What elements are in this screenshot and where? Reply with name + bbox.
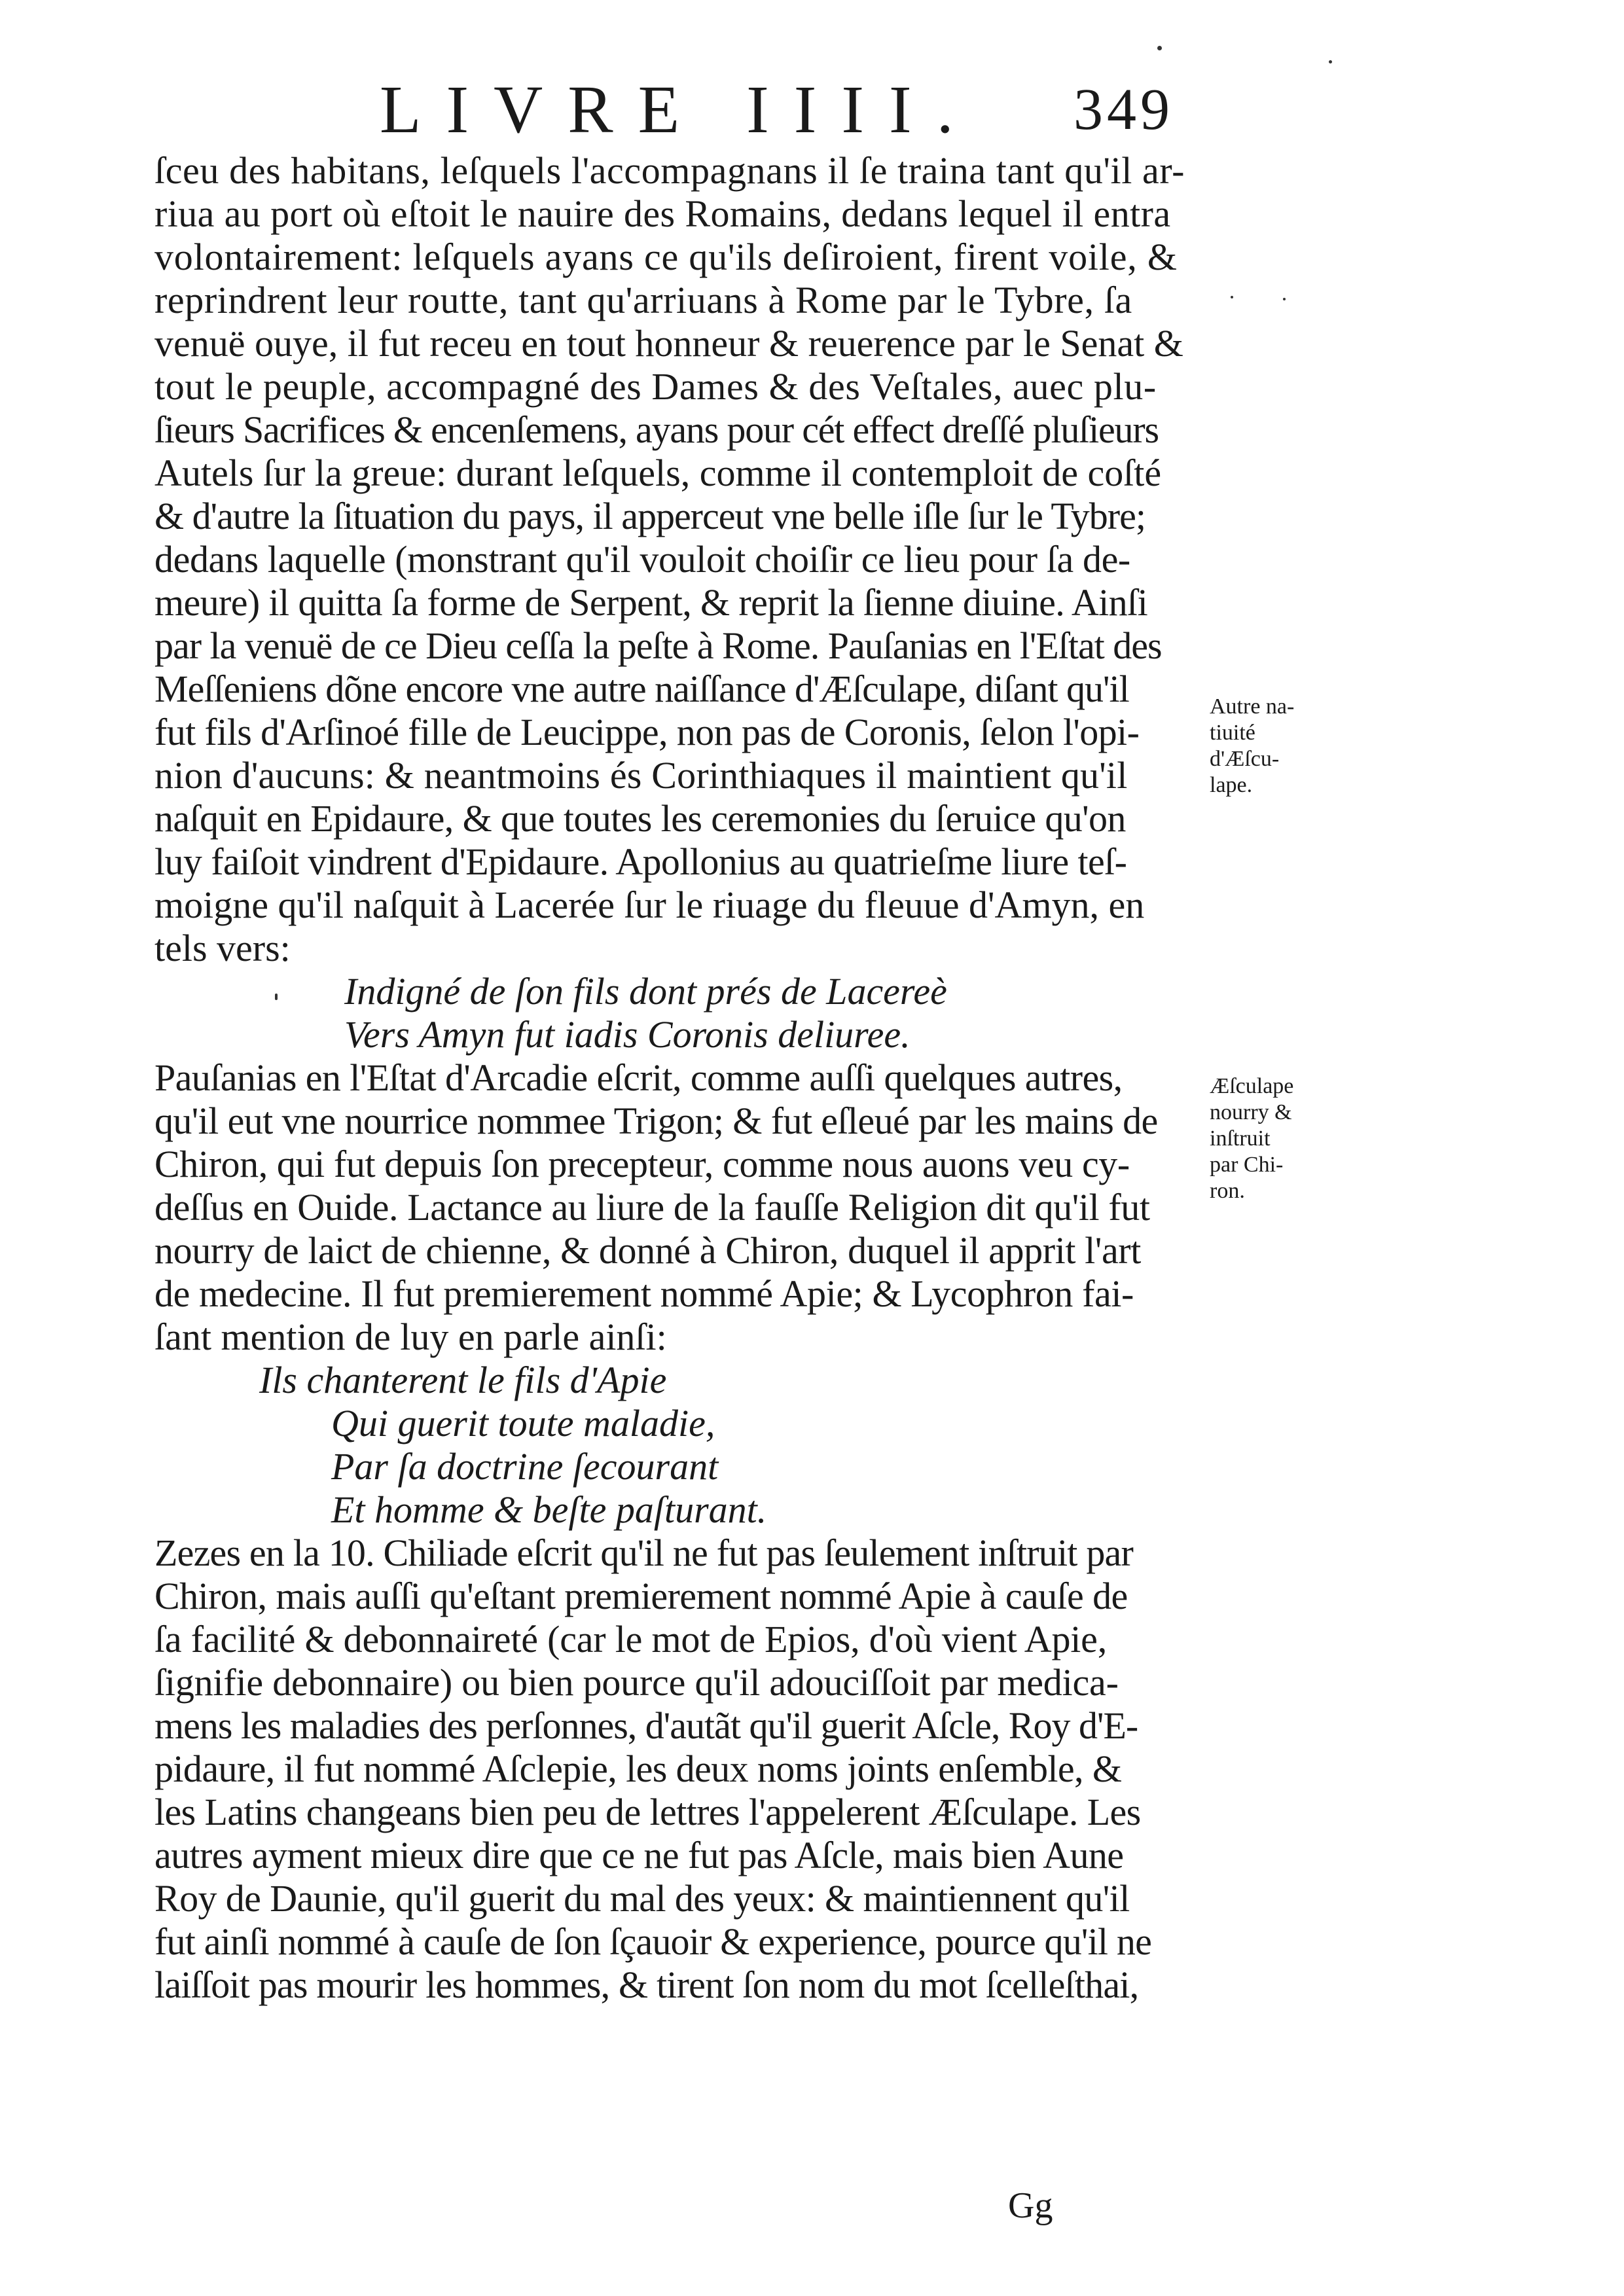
text-line: ſa facilité & debonnaireté (car le mot de Epios, d'où vient Apie, — [154, 1618, 1108, 1660]
margin-note-line: par Chi- — [1210, 1153, 1284, 1177]
text-line: naſquit en Epidaure, & que toutes les ceremonies du ſeruice qu'on — [154, 797, 1126, 840]
text-line: ſignifie debonnaire) ou bien pource qu'il adouciſſoit par medica- — [154, 1661, 1119, 1704]
text-line: Pauſanias en l'Eſtat d'Arcadie eſcrit, comme auſſi quelques autres, — [154, 1056, 1123, 1099]
text-line: tout le peuple, accompagné des Dames & des Veſtales, auec plu- — [154, 365, 1157, 408]
ink-speck — [1283, 298, 1286, 300]
margin-note-line: lape. — [1210, 773, 1253, 797]
text-line: reprindrent leur routte, tant qu'arriuans à Rome par le Tybre, ſa — [154, 279, 1132, 321]
margin-note-line: nourry & — [1210, 1100, 1292, 1124]
verse-line: Qui guerit toute maladie, — [331, 1402, 715, 1444]
text-line: riua au port où eſtoit le nauire des Romains, dedans lequel il entra — [154, 192, 1171, 235]
text-line: de medecine. Il fut premierement nommé Apie; & Lycophron fai- — [154, 1272, 1134, 1315]
verse-line: Vers Amyn fut iadis Coronis deliuree. — [344, 1013, 911, 1056]
text-line: deſſus en Ouide. Lactance au liure de la fauſſe Religion dit qu'il fut — [154, 1186, 1150, 1229]
margin-note-line: tiuité — [1210, 721, 1255, 745]
text-line: mens les maladies des perſonnes, d'autãt qu'il guerit Aſcle, Roy d'E- — [154, 1704, 1138, 1747]
text-line: nion d'aucuns: & neantmoins és Corinthiaques il maintient qu'il — [154, 754, 1128, 797]
text-line: fut fils d'Arſinoé fille de Leucippe, non pas de Coronis, ſelon l'opi- — [154, 711, 1140, 753]
text-line: moigne qu'il naſquit à Lacerée ſur le riuage du fleuue d'Amyn, en — [154, 884, 1145, 926]
verse-line: Indigné de ſon fils dont prés de Lacereè — [344, 970, 947, 1013]
margin-note-line: inſtruit — [1210, 1126, 1271, 1151]
text-line: les Latins changeans bien peu de lettres l'appelerent Æſculape. Les — [154, 1791, 1141, 1833]
text-line: Chiron, qui fut depuis ſon precepteur, comme nous auons veu cy- — [154, 1143, 1130, 1185]
text-line: Autels ſur la greue: durant leſquels, comme il contemploit de coſté — [154, 452, 1162, 494]
page-number: 349 — [1074, 77, 1174, 142]
margin-note-line: Autre na- — [1210, 694, 1295, 719]
text-line: tels vers: — [154, 927, 291, 969]
text-line: volontairement: leſquels ayans ce qu'ils deſiroient, firent voile, & — [154, 236, 1178, 278]
text-line: ſceu des habitans, leſquels l'accompagnans il ſe traina tant qu'il ar- — [154, 149, 1185, 192]
verse-line: Ils chanterent le fils d'Apie — [259, 1359, 667, 1401]
text-line: nourry de laict de chienne, & donné à Chiron, duquel il apprit l'art — [154, 1229, 1141, 1272]
ink-speck — [275, 994, 278, 1000]
page-header — [367, 71, 1296, 149]
text-line: pidaure, il fut nommé Aſclepie, les deux noms joints enſemble, & — [154, 1748, 1122, 1790]
verse-line: Et homme & beſte paſturant. — [331, 1488, 767, 1531]
text-line: venuë ouye, il fut receu en tout honneur & reuerence par le Senat & — [154, 322, 1183, 365]
margin-note-line: d'Æſcu- — [1210, 747, 1280, 771]
text-line: par la venuë de ce Dieu ceſſa la peſte à Rome. Pauſanias en l'Eſtat des — [154, 624, 1162, 667]
running-title: LIVRE IIII. — [380, 72, 979, 147]
verse-line: Par ſa doctrine ſecourant — [331, 1445, 719, 1488]
text-line: Meſſeniens dõne encore vne autre naiſſance d'Æſculape, diſant qu'il — [154, 668, 1129, 710]
text-line: Chiron, mais auſſi qu'eſtant premierement nommé Apie à cauſe de — [154, 1575, 1128, 1617]
text-line: fut ainſi nommé à cauſe de ſon ſçauoir & experience, pource qu'il ne — [154, 1920, 1152, 1963]
text-line: ſant mention de luy en parle ainſi: — [154, 1316, 667, 1358]
text-line: luy faiſoit vindrent d'Epidaure. Apollonius au quatrieſme liure teſ- — [154, 840, 1127, 883]
text-line: qu'il eut vne nourrice nommee Trigon; & fut eſleué par les mains de — [154, 1100, 1158, 1142]
text-line: autres ayment mieux dire que ce ne fut pas Aſcle, mais bien Aune — [154, 1834, 1124, 1876]
text-line: & d'autre la ſituation du pays, il apperceut vne belle iſle ſur le Tybre; — [154, 495, 1146, 537]
margin-note-line: ron. — [1210, 1179, 1245, 1203]
text-line: dedans laquelle (monstrant qu'il vouloit choiſir ce lieu pour ſa de- — [154, 538, 1130, 581]
ink-speck — [1157, 46, 1162, 50]
text-line: laiſſoit pas mourir les hommes, & tirent ſon nom du mot ſcelleſthai, — [154, 1964, 1139, 2006]
ink-speck — [1231, 296, 1233, 298]
margin-note — [1210, 694, 1321, 798]
text-line: meure) il quitta ſa forme de Serpent, & reprit la ſienne diuine. Ainſi — [154, 581, 1148, 624]
ink-speck — [1329, 60, 1332, 63]
margin-note — [1210, 1073, 1321, 1204]
text-line: ſieurs Sacrifices & encenſemens, ayans pour cét effect dreſſé pluſieurs — [154, 408, 1159, 451]
text-line: Zezes en la 10. Chiliade eſcrit qu'il ne fut pas ſeulement inſtruit par — [154, 1532, 1133, 1574]
margin-note-line: Æſculape — [1210, 1074, 1294, 1098]
signature-mark: Gg — [1008, 2185, 1053, 2226]
text-line: Roy de Daunie, qu'il guerit du mal des yeux: & maintiennent qu'il — [154, 1877, 1130, 1920]
